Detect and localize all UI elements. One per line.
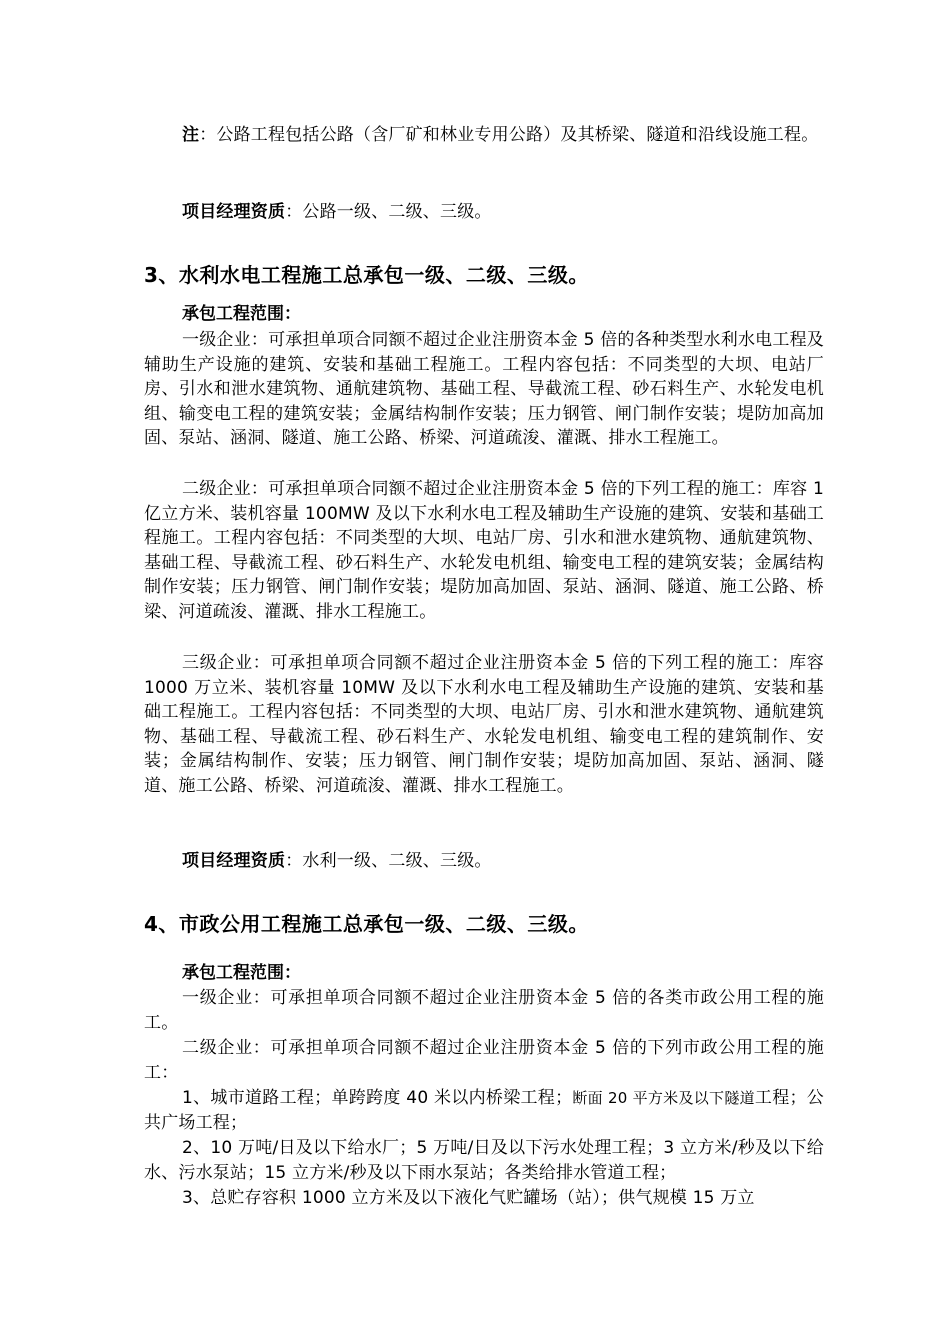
note-label: 注 [182, 125, 200, 145]
water-pm-qualification [144, 849, 824, 874]
section4-scope-label: 承包工程范围： [182, 963, 301, 983]
section4-heading: 4、市政公用工程施工总承包一级、二级、三级。 [144, 912, 589, 936]
section4-level2-paragraph: 二级企业：可承担单项合同额不超过企业注册资本金 5 倍的下列市政公用工程的施工： [144, 1038, 824, 1083]
water-pm-text: ：水利一级、二级、三级。 [285, 851, 492, 871]
item1-end: 工程；公共广场工程； [144, 1088, 824, 1133]
water-pm-label: 项目经理资质 [182, 851, 286, 871]
section3-level3-paragraph: 三级企业：可承担单项合同额不超过企业注册资本金 5 倍的下列工程的施工：库容 1000 万立米、装机容量 10MW 及以下水利水电工程及辅助生产设施的建筑、安装和基础工程施工。工程内容包括：不同类型的大坝、电站厂房、引水和泄水建筑物、通航建筑物、基础工程、导截流工程、砂石料生产、水轮发电机组、输变电工程的建筑制作、安装；金属结构制作、安装；压力钢管、闸门制作安装；堤防加高加固、泵站、涵洞、隧道、施工公路、桥梁、河道疏浚、灌溉、排水工程施工。 [144, 653, 824, 796]
note-paragraph [144, 123, 824, 148]
highway-pm-label: 项目经理资质 [182, 202, 286, 222]
section4-item1 [144, 1086, 824, 1135]
note-text: ：公路工程包括公路（含厂矿和林业专用公路）及其桥梁、隧道和沿线设施工程。 [199, 125, 819, 145]
item1-small: 断面 20 平方米及以下隧道 [572, 1089, 755, 1107]
section3-level2-paragraph: 二级企业：可承担单项合同额不超过企业注册资本金 5 倍的下列工程的施工：库容 1 亿立方米、装机容量 100MW 及以下水利水电工程及辅助生产设施的建筑、安装和基础工程施工。工程内容包括：不同类型的大坝、电站厂房、引水和泄水建筑物、通航建筑物、基础工程、导截流工程、砂石料生产、水轮发电机组、输变电工程的建筑安装；金属结构制作安装；压力钢管、闸门制作安装；堤防加高加固、泵站、涵洞、隧道、施工公路、桥梁、河道疏浚、灌溉、排水工程施工。 [144, 479, 824, 622]
highway-pm-text: ：公路一级、二级、三级。 [285, 202, 492, 222]
item1-main: 1、城市道路工程；单跨跨度 40 米以内桥梁工程； [182, 1088, 573, 1108]
section3-scope-label: 承包工程范围： [182, 304, 301, 324]
section4-item3: 3、总贮存容积 1000 立方米及以下液化气贮罐场（站）；供气规模 15 万立 [182, 1188, 755, 1208]
section3-heading: 3、水利水电工程施工总承包一级、二级、三级。 [144, 263, 589, 287]
section3-level1-paragraph: 一级企业：可承担单项合同额不超过企业注册资本金 5 倍的各种类型水利水电工程及辅助生产设施的建筑、安装和基础工程施工。工程内容包括：不同类型的大坝、电站厂房、引水和泄水建筑物、通航建筑物、基础工程、导截流工程、砂石料生产、水轮发电机组、输变电工程的建筑安装；金属结构制作安装；压力钢管、闸门制作安装；堤防加高加固、泵站、涵洞、隧道、施工公路、桥梁、河道疏浚、灌溉、排水工程施工。 [144, 330, 824, 449]
section4-level1-paragraph: 一级企业：可承担单项合同额不超过企业注册资本金 5 倍的各类市政公用工程的施工。 [144, 988, 824, 1033]
highway-pm-qualification [144, 200, 824, 225]
section4-item2: 2、10 万吨/日及以下给水厂；5 万吨/日及以下污水处理工程；3 立方米/秒及以下给水、污水泵站；15 立方米/秒及以下雨水泵站；各类给排水管道工程； [144, 1138, 824, 1183]
